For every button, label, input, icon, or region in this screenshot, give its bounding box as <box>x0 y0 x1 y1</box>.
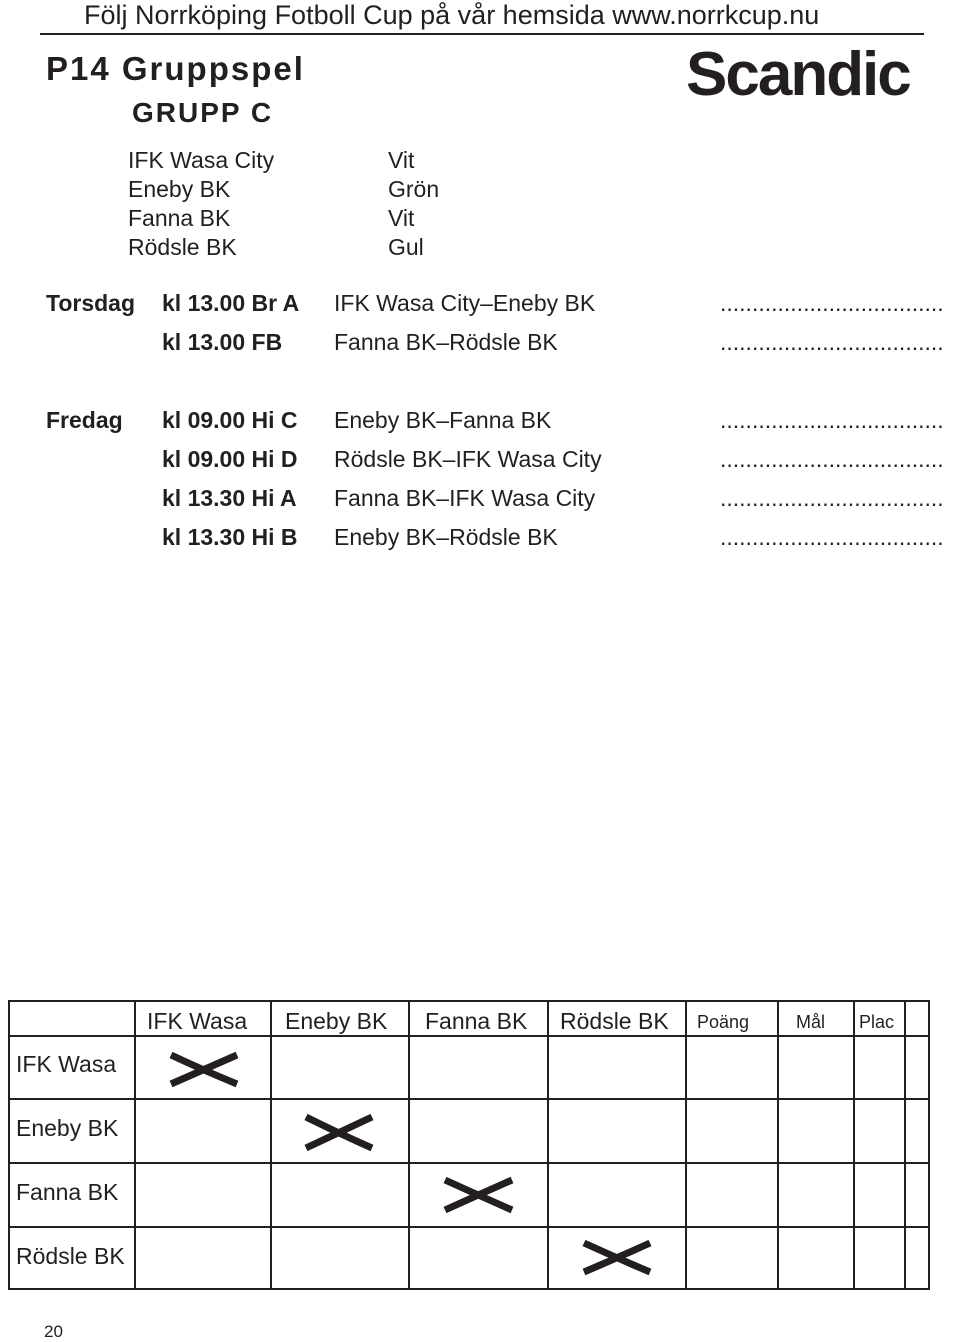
column-header-mal: Mål <box>796 1012 826 1032</box>
row-header-fanna-bk: Fanna BK <box>16 1179 119 1205</box>
standings-grid-lines <box>8 1000 930 1290</box>
cross-mark-icon <box>306 1117 372 1148</box>
group-title: GRUPP C <box>132 97 274 128</box>
scandic-logo: Scandic <box>686 40 910 109</box>
row-header-rodsle-bk: Rödsle BK <box>16 1243 125 1269</box>
match-teams: Eneby BK–Fanna BK <box>334 407 552 433</box>
match-result-blank: ................................... <box>720 290 944 316</box>
cross-mark-icon <box>171 1055 237 1084</box>
match-time: kl 13.30 Hi B <box>162 524 298 550</box>
team-name: Rödsle BK <box>128 234 237 260</box>
cross-mark-icon <box>584 1243 650 1272</box>
team-color: Vit <box>388 147 415 173</box>
column-header-ifk-wasa: IFK Wasa <box>147 1008 248 1034</box>
row-header-eneby-bk: Eneby BK <box>16 1115 119 1141</box>
column-header-eneby-bk: Eneby BK <box>285 1008 388 1034</box>
match-teams: Fanna BK–IFK Wasa City <box>334 485 596 511</box>
match-teams: Eneby BK–Rödsle BK <box>334 524 558 550</box>
match-teams: Rödsle BK–IFK Wasa City <box>334 446 602 472</box>
column-header-plac: Plac <box>859 1012 895 1032</box>
team-name: IFK Wasa City <box>128 147 275 173</box>
match-row <box>46 327 956 357</box>
header-follow-text: Följ Norrköping Fotboll Cup på vår hemsida www.norrkcup.nu <box>84 0 820 30</box>
match-day: Torsdag <box>46 290 136 316</box>
column-header-fanna-bk: Fanna BK <box>425 1008 528 1034</box>
cross-mark-icon <box>445 1180 512 1210</box>
match-row <box>46 405 956 435</box>
page-title: P14 Gruppspel <box>46 50 305 87</box>
team-name: Fanna BK <box>128 205 231 231</box>
header-rule <box>40 33 924 35</box>
match-result-blank: ................................... <box>720 524 944 550</box>
team-color: Gul <box>388 234 424 260</box>
match-row <box>46 444 956 474</box>
standings-table <box>8 1000 930 1290</box>
row-header-ifk-wasa: IFK Wasa <box>16 1051 117 1077</box>
team-name: Eneby BK <box>128 176 231 202</box>
match-row <box>46 483 956 513</box>
page-number: 20 <box>44 1322 63 1341</box>
match-time: kl 13.30 Hi A <box>162 485 297 511</box>
match-result-blank: ................................... <box>720 446 944 472</box>
team-color: Vit <box>388 205 415 231</box>
match-row <box>46 522 956 552</box>
match-time: kl 09.00 Hi D <box>162 446 298 472</box>
match-row <box>46 288 956 318</box>
match-time: kl 13.00 Br A <box>162 290 300 316</box>
match-time: kl 13.00 FB <box>162 329 283 355</box>
match-teams: IFK Wasa City–Eneby BK <box>334 290 596 316</box>
match-day: Fredag <box>46 407 123 433</box>
match-result-blank: ................................... <box>720 329 944 355</box>
match-result-blank: ................................... <box>720 407 944 433</box>
column-header-rodsle-bk: Rödsle BK <box>560 1008 669 1034</box>
match-result-blank: ................................... <box>720 485 944 511</box>
team-color: Grön <box>388 176 440 202</box>
match-teams: Fanna BK–Rödsle BK <box>334 329 558 355</box>
column-header-poang: Poäng <box>697 1012 750 1032</box>
match-time: kl 09.00 Hi C <box>162 407 298 433</box>
